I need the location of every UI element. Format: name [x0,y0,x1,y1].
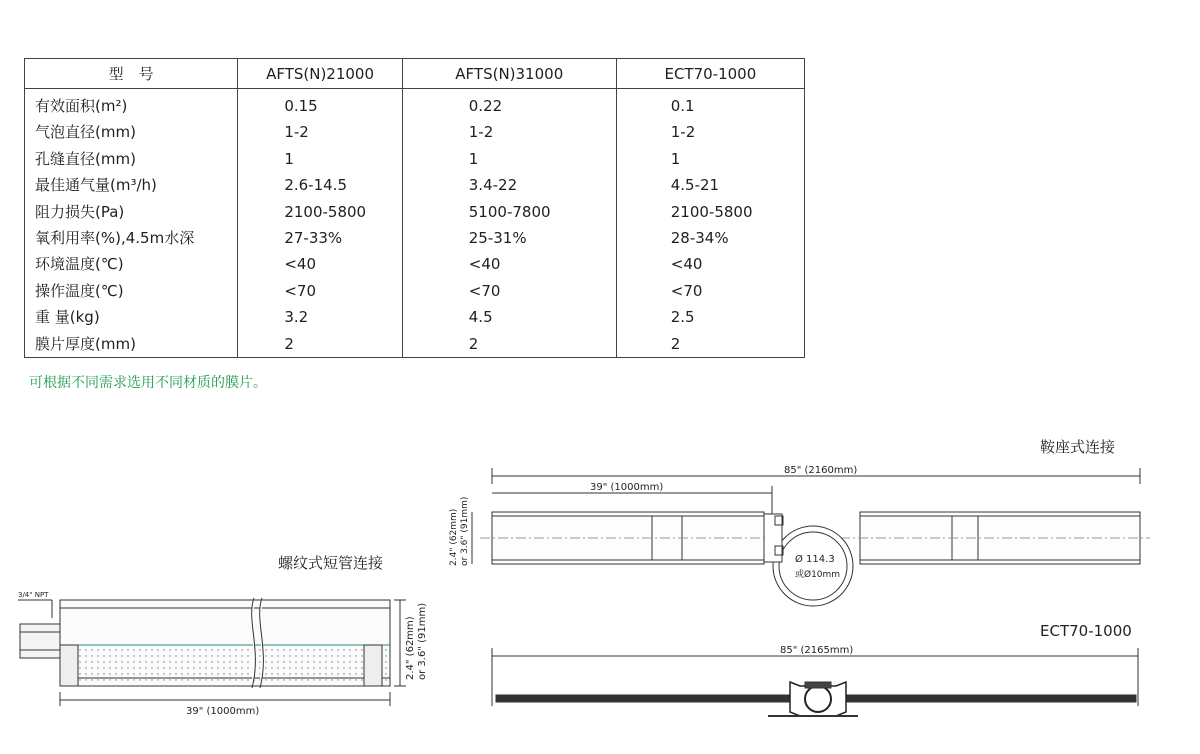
table-cell: 27-33% [284,228,343,247]
saddle-half-length-label: 39" (1000mm) [590,482,664,493]
param-airflow: 最佳通气量(m³/h) [35,176,157,195]
saddle-pipe-dia-label: Ø 114.3 [795,554,835,565]
table-cell: 2100-5800 [284,202,367,221]
saddle-diameter-label-1: 2.4" (62mm) [449,508,459,566]
table-cell: <70 [284,281,316,300]
table-cell: <40 [468,255,501,274]
table-cell: 28-34% [670,228,729,247]
threaded-drawing [18,591,428,717]
table-cell: 0.1 [670,97,695,115]
ect-drawing [492,645,1138,716]
table-cell: <40 [284,255,316,274]
saddle-hole-dia-label: 或Ø10mm [795,570,841,580]
table-cell: 2.6-14.5 [284,176,347,195]
param-slit: 孔缝直径(mm) [35,149,136,168]
saddle-diameter-label-2: or 3.6" (91mm) [460,496,470,566]
ect-title: ECT70-1000 [1040,622,1132,640]
table-cell: 2 [284,334,294,353]
table-cell: 4.5 [468,308,493,327]
param-pressure-loss: 阻力损失(Pa) [35,202,125,221]
threaded-title: 螺纹式短管连接 [278,554,384,572]
header-afts21000: AFTS(N)21000 [238,59,402,89]
table-cell: 2100-5800 [670,202,753,221]
header-ect70: ECT70-1000 [616,59,804,89]
param-oxygen: 氧利用率(%),4.5m水深 [35,228,195,247]
table-cell: 0.15 [284,97,318,115]
table-cell: 1 [670,149,681,168]
table-cell: <70 [670,281,703,300]
threaded-length-label: 39" (1000mm) [186,706,260,717]
param-thickness: 膜片厚度(mm) [35,334,136,353]
npt-label: 3/4" NPT [18,591,49,599]
table-cell: 3.4-22 [468,176,518,195]
saddle-drawing [449,465,1150,606]
table-cell: 1-2 [284,123,309,142]
param-operating-temp: 操作温度(℃) [35,281,124,300]
param-ambient-temp: 环境温度(℃) [35,255,124,274]
table-cell: 1-2 [468,123,494,142]
ect-length-label: 85" (2165mm) [780,645,854,656]
saddle-total-length-label: 85" (2160mm) [784,465,858,476]
header-model: 型 号 [25,59,238,89]
threaded-diameter-label-2: or 3.6" (91mm) [417,602,428,680]
table-cell: 5100-7800 [468,202,551,221]
param-bubble: 气泡直径(mm) [35,123,136,142]
table-cell: 2.5 [670,308,695,327]
threaded-diameter-label-1: 2.4" (62mm) [405,616,416,680]
table-cell: 2 [468,334,479,353]
table-cell: 3.2 [284,308,309,327]
table-cell: 4.5-21 [670,176,720,195]
table-cell: <40 [670,255,703,274]
table-cell: 1 [468,149,479,168]
table-cell: 25-31% [468,228,527,247]
table-cell: 1-2 [670,123,696,142]
param-weight: 重 量(kg) [35,308,100,327]
table-cell: 2 [670,334,681,353]
saddle-title: 鞍座式连接 [1040,438,1116,456]
table-cell: 1 [284,149,294,168]
table-cell: <70 [468,281,501,300]
header-afts31000: AFTS(N)31000 [402,59,616,89]
table-cell: 0.22 [468,97,503,115]
param-area: 有效面积(m²) [35,97,128,115]
membrane-note: 可根据不同需求选用不同材质的膜片。 [29,375,267,391]
